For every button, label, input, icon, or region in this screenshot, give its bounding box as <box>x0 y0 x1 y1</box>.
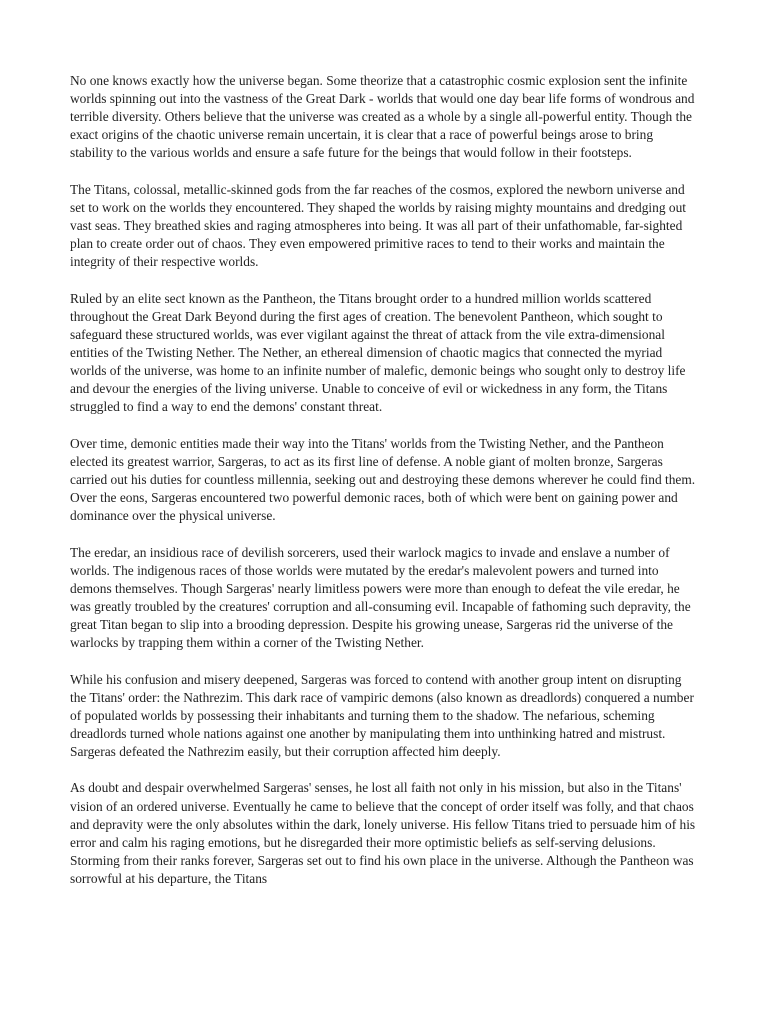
paragraph-1: No one knows exactly how the universe began. Some theorize that a catastrophic cosmic explosion sent the infinite worlds spinning out into the vastness of the Great Dark - worlds that would one day bear life forms of wondrous and terrible diversity. Others believe that the universe was created as a whole by a single all-powerful entity. Though the exact origins of the chaotic universe remain uncertain, it is clear that a race of powerful beings arose to bring stability to the various worlds and ensure a safe future for the beings that would follow in their footsteps. <box>70 73 695 161</box>
paragraph-6: While his confusion and misery deepened, Sargeras was forced to contend with another group intent on disrupting the Titans' order: the Nathrezim. This dark race of vampiric demons (also known as dreadlords) conquered a number of populated worlds by possessing their inhabitants and turning them to the shadow. The nefarious, scheming dreadlords turned whole nations against one another by manipulating them into unthinking hatred and mistrust. Sargeras defeated the Nathrezim easily, but their corruption affected him deeply. <box>70 671 694 759</box>
paragraph-3: Ruled by an elite sect known as the Pantheon, the Titans brought order to a hundred million worlds scattered throughout the Great Dark Beyond during the first ages of creation. The benevolent Pantheon, which sought to safeguard these structured worlds, was ever vigilant against the threat of attack from the vile extra-dimensional entities of the Twisting Nether. The Nether, an ethereal dimension of chaotic magics that connected the myriad worlds of the universe, was home to an infinite number of malefic, demonic beings who sought only to destroy life and devour the energies of the living universe. Unable to conceive of evil or wickedness in any form, the Titans struggled to find a way to end the demons' constant threat. <box>70 290 686 415</box>
document-body <box>70 72 698 906</box>
paragraph-2: The Titans, colossal, metallic-skinned gods from the far reaches of the cosmos, explored the newborn universe and set to work on the worlds they encountered. They shaped the worlds by raising mighty mountains and dredging out vast seas. They breathed skies and raging atmospheres into being. It was all part of their unfathomable, far-sighted plan to create order out of chaos. They even empowered primitive races to tend to their works and maintain the integrity of their respective worlds. <box>70 181 686 270</box>
paragraph-4: Over time, demonic entities made their way into the Titans' worlds from the Twisting Nether, and the Pantheon elected its greatest warrior, Sargeras, to act as its first line of defense. A noble giant of molten bronze, Sargeras carried out his duties for countless millennia, seeking out and destroying these demons wherever he could find them. Over the eons, Sargeras encountered two powerful demonic races, both of which were bent on gaining power and dominance over the physical universe. <box>70 435 696 524</box>
paragraph-5: The eredar, an insidious race of devilish sorcerers, used their warlock magics to invade and enslave a number of worlds. The indigenous races of those worlds were mutated by the eredar's malevolent powers and turned into demons themselves. Though Sargeras' nearly limitless powers were more than enough to defeat the vile eredar, he was greatly troubled by the creatures' corruption and all-consuming evil. Incapable of fathoming such depravity, the great Titan began to slip into a brooding depression. Despite his growing unease, Sargeras rid the universe of the warlocks by trapping them within a corner of the Twisting Nether. <box>70 544 691 651</box>
paragraph-7: As doubt and despair overwhelmed Sargeras' senses, he lost all faith not only in his mission, but also in the Titans' vision of an ordered universe. Eventually he came to believe that the concept of order itself was folly, and that chaos and depravity were the only absolutes within the dark, lonely universe. His fellow Titans tried to persuade him of his error and calm his raging emotions, but he disregarded their more optimistic beliefs as self-serving delusions. Storming from their ranks forever, Sargeras set out to find his own place in the universe. Although the Pantheon was sorrowful at his departure, the Titans <box>70 780 696 886</box>
